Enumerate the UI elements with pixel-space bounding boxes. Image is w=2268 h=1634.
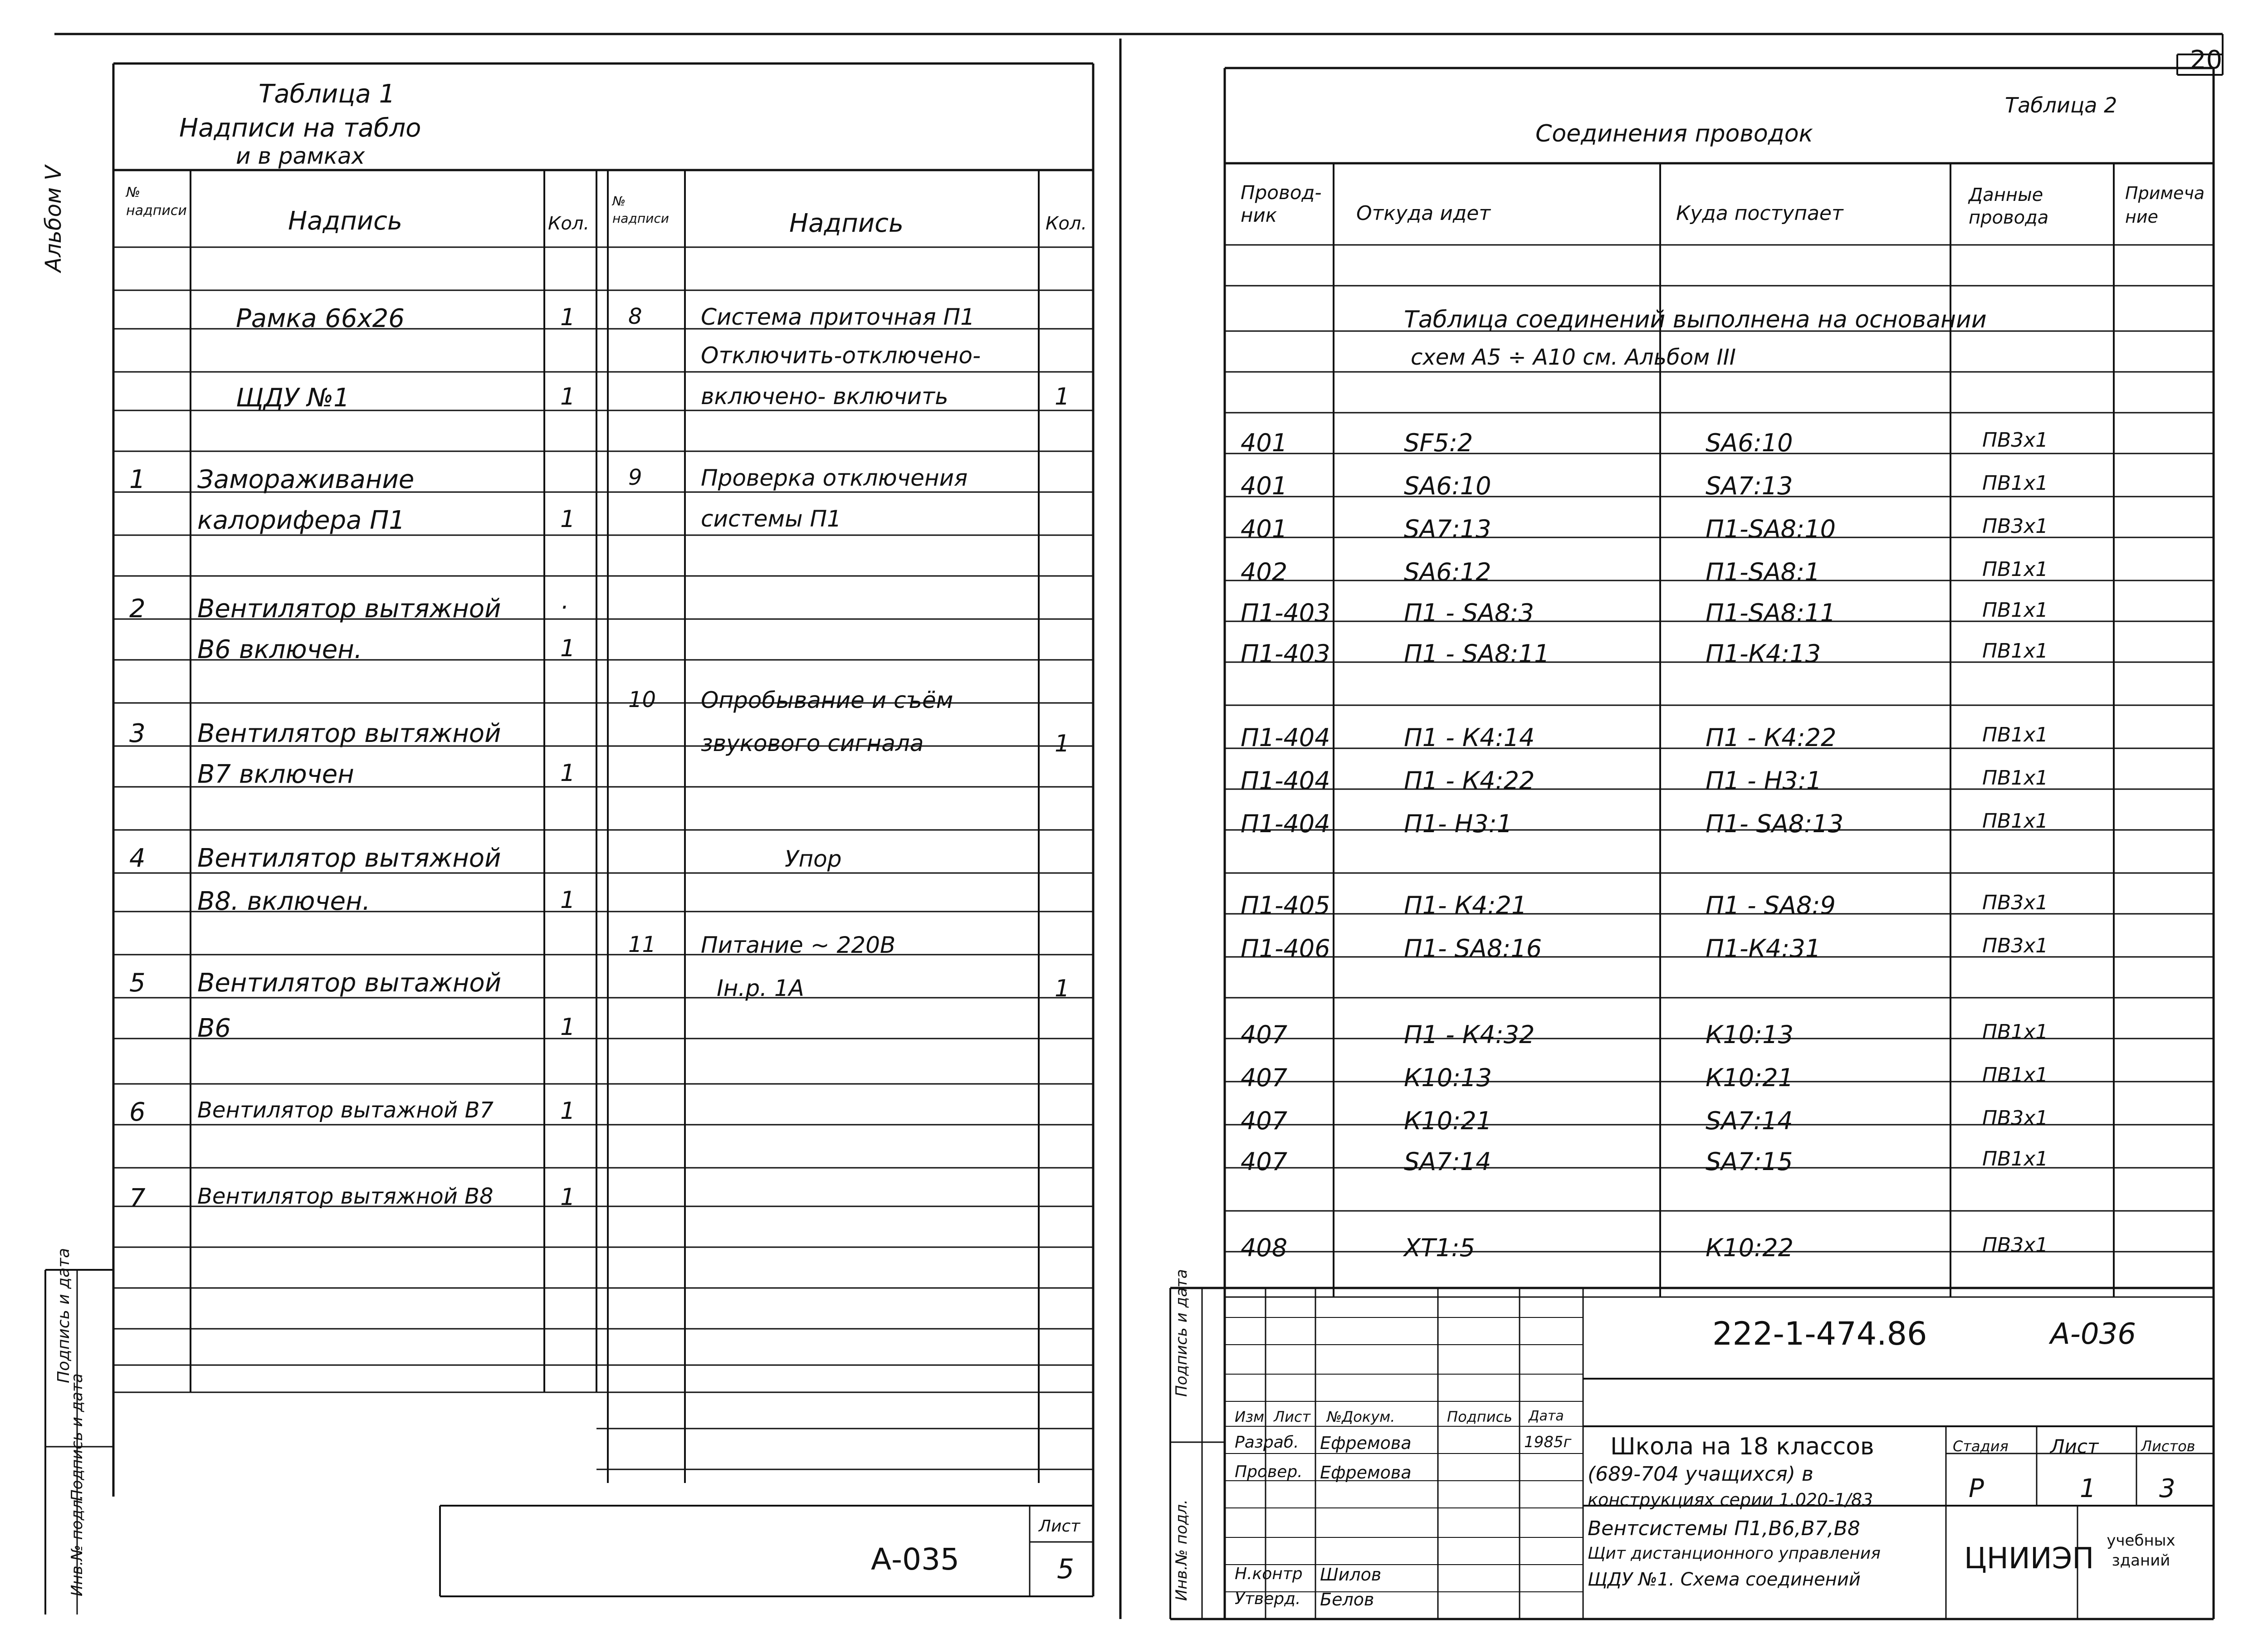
- stamp-col-doc: №Докум.: [1327, 1408, 1395, 1425]
- table2-row-data: ПВ1х1: [1982, 810, 2048, 833]
- table2-row-wire: П1-404: [1241, 766, 1330, 795]
- table2-row-wire: П1-403: [1241, 599, 1330, 627]
- table2-row-from: П1- SA8:16: [1404, 934, 1542, 963]
- table1-row-text: Система приточная П1: [701, 304, 975, 330]
- table2-header-data: Данные провода: [1969, 185, 2049, 228]
- table1-row-no: 9: [628, 465, 642, 490]
- table1-row-text: Вентилятор вытяжной В8: [197, 1184, 494, 1209]
- stamp-org: ЦНИИЭП: [1964, 1542, 2094, 1575]
- table2-row-wire: 401: [1241, 515, 1288, 543]
- table1-header-text-2: Надпись: [789, 209, 904, 238]
- table2-row-to: П1 - К4:22: [1706, 723, 1837, 752]
- table2-row-to: П1- SA8:13: [1706, 810, 1844, 838]
- stamp-object-line-3: конструкциях серии 1.020-1/83: [1588, 1490, 1873, 1510]
- table1-header-text: Надпись: [288, 206, 402, 236]
- table2-row-wire: 402: [1241, 558, 1288, 586]
- left-sheet-label: Лист: [1039, 1517, 1080, 1536]
- table1-row-text: Вентилятор вытажной В7: [197, 1097, 494, 1123]
- table2-row-data: ПВ1х1: [1982, 558, 2048, 581]
- table1-row-text: Питание ~ 220В: [701, 932, 896, 958]
- stamp-object-line-1: Школа на 18 классов: [1610, 1433, 1874, 1460]
- table2-row-wire: П1-404: [1241, 723, 1330, 752]
- table2-header-to: Куда поступает: [1676, 202, 1843, 225]
- stamp-drawing-line-2: Щит дистанционного управления: [1588, 1544, 1881, 1563]
- table1-row-no: 4: [129, 844, 146, 873]
- table1-row-text: включено- включить: [701, 383, 948, 410]
- table2-row-from: П1 - SA8:3: [1404, 599, 1534, 627]
- table1-header-qty: Кол.: [548, 213, 590, 234]
- table2-row-from: ХТ1:5: [1404, 1234, 1475, 1262]
- table1-row-qty: 1: [1055, 383, 1070, 410]
- table2-row-from: П1 - К4:14: [1404, 723, 1535, 752]
- table1-row-text: Опробывание и съём: [701, 687, 953, 713]
- stamp-role: Н.контр: [1235, 1565, 1303, 1583]
- table1-row-no: 7: [129, 1184, 146, 1213]
- table1-row-no: 6: [129, 1097, 146, 1127]
- table1-row-text: системы П1: [701, 506, 841, 532]
- table2-row-to: П1-SA8:10: [1706, 515, 1836, 543]
- table2-row-to: П1-SA8:1: [1706, 558, 1820, 586]
- table1-row-qty: 1: [560, 635, 576, 662]
- table2-row-to: П1 - Н3:1: [1706, 766, 1822, 795]
- table2-row-data: ПВ1х1: [1982, 723, 2048, 746]
- table1-row-text: калорифера П1: [197, 506, 405, 535]
- table1-row-text: Вентилятор вытяжной: [197, 594, 501, 624]
- table1-row-qty: 1: [560, 1097, 576, 1125]
- stamp-object-line-2: (689-704 учащихся) в: [1588, 1463, 1813, 1486]
- table2-row-data: ПВ3х1: [1982, 515, 2048, 538]
- table2-row-wire: 408: [1241, 1234, 1288, 1262]
- table1-row-qty: 1: [1055, 975, 1070, 1002]
- stamp-sheet-code: А-036: [2050, 1317, 2136, 1351]
- table2-row-from: SA7:14: [1404, 1147, 1491, 1176]
- table2-row-data: ПВ3х1: [1982, 891, 2048, 914]
- table2-row-wire: 401: [1241, 429, 1288, 457]
- table1-row-text: Вентилятор вытяжной: [197, 719, 501, 748]
- table1-row-text: Вентилятор вытяжной: [197, 844, 501, 873]
- table2-row-data: ПВ1х1: [1982, 472, 2048, 495]
- table1-row-text: В6 включен.: [197, 635, 362, 664]
- table1-row-text: Проверка отключения: [701, 465, 968, 491]
- table2-row-data: ПВ1х1: [1982, 599, 2048, 622]
- table2-row-data: ПВ3х1: [1982, 934, 2048, 957]
- table2-row-data: ПВ1х1: [1982, 766, 2048, 790]
- table2-row-wire: П1-403: [1241, 639, 1330, 668]
- stamp-sheet: 1: [2080, 1474, 2096, 1503]
- table1-row-qty: 1: [560, 304, 576, 331]
- stamp-sheet-label: Лист: [2050, 1435, 2099, 1458]
- table1-title: Таблица 1: [259, 79, 396, 109]
- side-label-sign: Подпись и дата: [54, 1248, 73, 1383]
- table2-header-wire: Провод-ник: [1241, 181, 1322, 226]
- table2-row-to: П1-К4:13: [1706, 639, 1821, 668]
- table1-header-no-2: № надписи: [612, 194, 669, 226]
- stamp-drawing-line-3: ЩДУ №1. Схема соединений: [1588, 1569, 1861, 1590]
- table2-row-wire: П1-404: [1241, 810, 1330, 838]
- table1-row-text: звукового сигнала: [701, 730, 924, 756]
- table2-row-from: SA6:10: [1404, 472, 1491, 500]
- stamp-name: Ефремова: [1320, 1463, 1412, 1483]
- table2-row-to: К10:21: [1706, 1063, 1794, 1092]
- table2-row-from: П1- Н3:1: [1404, 810, 1513, 838]
- table1-row-qty: 1: [560, 506, 576, 533]
- table2-note-line-1: Таблица соединений выполнена на основании: [1404, 306, 1987, 333]
- table2-row-from: SA7:13: [1404, 515, 1491, 543]
- table2-row-data: ПВ1х1: [1982, 1147, 2048, 1171]
- table2-row-to: К10:22: [1706, 1234, 1794, 1262]
- stamp-role: Разраб.: [1235, 1433, 1299, 1452]
- stamp-name: Ефремова: [1320, 1433, 1412, 1453]
- table2-header-from: Откуда идет: [1356, 202, 1491, 225]
- stamp-side-label-inv: Инв.№ подл.: [1173, 1499, 1191, 1601]
- table1-row-text: В8. включен.: [197, 887, 371, 916]
- table1-row-text: Отключить-отключено-: [701, 342, 981, 369]
- table2-row-data: ПВ1х1: [1982, 1020, 2048, 1044]
- table1-row-no: 1: [129, 465, 146, 494]
- stamp-name: Белов: [1320, 1590, 1374, 1610]
- table1-row-no: 2: [129, 594, 146, 624]
- stamp-drawing-line-1: Вентсистемы П1,В6,В7,В8: [1588, 1517, 1860, 1540]
- table2-row-from: П1 - SA8:11: [1404, 639, 1550, 668]
- table1-row-text: Рамка 66х26: [236, 304, 405, 333]
- table1-row-text: Замораживание: [197, 465, 415, 494]
- album-label: Альбом V: [41, 165, 66, 272]
- stamp-doc-number: 222-1-474.86: [1712, 1315, 1927, 1352]
- side-label-sign-2: Подпись и дата: [68, 1373, 86, 1501]
- table2-row-to: П1-SA8:11: [1706, 599, 1836, 627]
- table1-header-no: № надписи: [126, 185, 187, 219]
- table2-row-from: П1 - К4:22: [1404, 766, 1535, 795]
- stamp-col-list: Лист: [1274, 1408, 1311, 1425]
- stamp-date: 1985г: [1524, 1433, 1572, 1451]
- table2-row-wire: 407: [1241, 1020, 1288, 1049]
- stamp-col-izm: Изм: [1235, 1408, 1265, 1425]
- table2-row-wire: 407: [1241, 1063, 1288, 1092]
- table2-row-to: SA7:15: [1706, 1147, 1793, 1176]
- stamp-stage: Р: [1969, 1474, 1984, 1503]
- stamp-stage-label: Стадия: [1953, 1438, 2009, 1455]
- stamp-role: Провер.: [1235, 1463, 1303, 1481]
- table2-row-wire: 407: [1241, 1107, 1288, 1135]
- table2-row-from: SA6:12: [1404, 558, 1491, 586]
- table1-row-no: 8: [628, 304, 642, 329]
- table2-row-to: SA7:14: [1706, 1107, 1793, 1135]
- stamp-sheets: 3: [2159, 1474, 2175, 1503]
- table1-row-qty: ·: [560, 594, 568, 621]
- table2-row-wire: П1-406: [1241, 934, 1330, 963]
- table2-note-line-2: схем А5 ÷ А10 см. Альбом III: [1411, 345, 1736, 370]
- side-label-inv: Инв.№ подл.: [68, 1495, 86, 1596]
- table1-row-no: 10: [628, 687, 656, 712]
- table1-row-text: Упор: [785, 846, 842, 872]
- table2-row-to: П1-К4:31: [1706, 934, 1821, 963]
- table2-row-to: SA6:10: [1706, 429, 1793, 457]
- left-sheet-number: 5: [1057, 1553, 1075, 1585]
- table2-title: Соединения проводок: [1535, 120, 1813, 147]
- page-number: 20: [2190, 45, 2223, 75]
- left-doc-code: А-035: [871, 1542, 959, 1577]
- table1-row-text: В7 включен: [197, 760, 354, 789]
- table1-row-qty: 1: [1055, 730, 1070, 757]
- table1-row-no: 5: [129, 968, 146, 998]
- table1-row-text: Iн.р. 1А: [717, 975, 804, 1001]
- stamp-sheets-label: Листов: [2141, 1438, 2195, 1455]
- table2-row-from: К10:21: [1404, 1107, 1492, 1135]
- table2-row-wire: 401: [1241, 472, 1288, 500]
- table2-row-wire: П1-405: [1241, 891, 1330, 920]
- table1-subtitle: Надписи на табло: [179, 113, 421, 143]
- table1-row-qty: 1: [560, 1014, 576, 1041]
- table2-row-from: SF5:2: [1404, 429, 1473, 457]
- table1-row-qty: 1: [560, 760, 576, 787]
- table2-row-data: ПВ1х1: [1982, 639, 2048, 663]
- table1-subtitle-2: и в рамках: [236, 143, 365, 169]
- stamp-org-sub: учебных зданий: [2107, 1532, 2175, 1570]
- table2-row-data: ПВ3х1: [1982, 1107, 2048, 1130]
- table1-row-qty: 1: [560, 887, 576, 914]
- table2-row-to: SA7:13: [1706, 472, 1793, 500]
- stamp-side-label-sign: Подпись и дата: [1173, 1269, 1191, 1397]
- table2-row-from: П1- К4:21: [1404, 891, 1527, 920]
- table2-row-from: К10:13: [1404, 1063, 1492, 1092]
- table1-row-text: В6: [197, 1014, 231, 1043]
- table1-row-text: Вентилятор вытажной: [197, 968, 502, 998]
- table2-row-from: П1 - К4:32: [1404, 1020, 1535, 1049]
- table2-row-data: ПВ3х1: [1982, 429, 2048, 452]
- stamp-role: Утверд.: [1235, 1590, 1301, 1608]
- table2-row-data: ПВ3х1: [1982, 1234, 2048, 1257]
- table2-row-wire: 407: [1241, 1147, 1288, 1176]
- table1-row-qty: 1: [560, 1184, 576, 1211]
- table1-row-qty: 1: [560, 383, 576, 410]
- stamp-col-date: Дата: [1529, 1408, 1564, 1424]
- table2-row-to: К10:13: [1706, 1020, 1794, 1049]
- table2-label: Таблица 2: [2005, 93, 2117, 117]
- stamp-col-sign: Подпись: [1447, 1408, 1512, 1425]
- table1-row-no: 11: [628, 932, 656, 957]
- table2-row-data: ПВ1х1: [1982, 1063, 2048, 1087]
- table2-row-to: П1 - SA8:9: [1706, 891, 1836, 920]
- table1-row-text: ЩДУ №1: [236, 383, 350, 413]
- stamp-name: Шилов: [1320, 1565, 1382, 1585]
- table1-header-qty-2: Кол.: [1046, 213, 1087, 234]
- table2-header-note: Примечание: [2125, 183, 2205, 227]
- table1-row-no: 3: [129, 719, 146, 748]
